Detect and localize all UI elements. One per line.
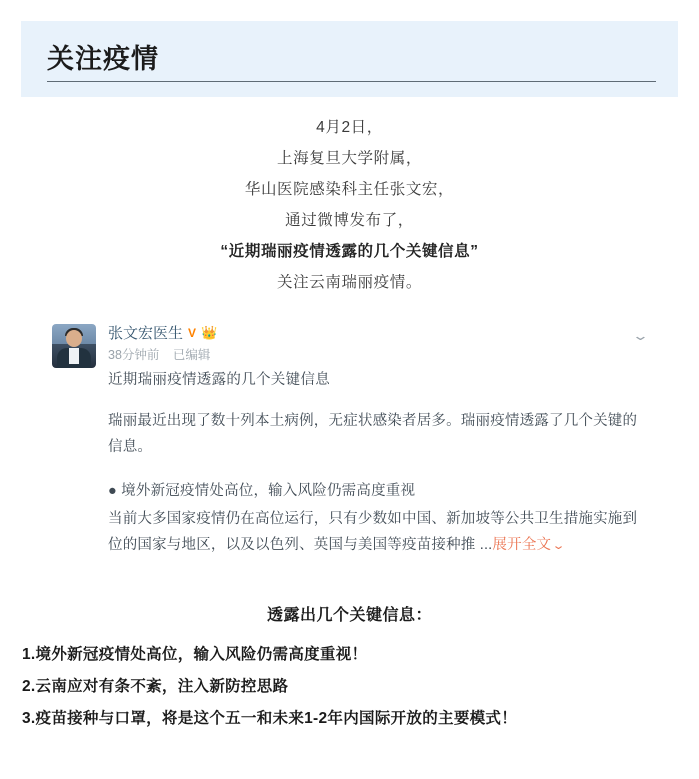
intro-line: 关注云南瑞丽疫情。 [277,274,422,291]
avatar-shirt-shape [69,348,79,364]
chevron-down-icon[interactable]: ⌄ [551,540,567,552]
key-points-section [0,602,699,735]
header-divider [47,81,656,82]
weibo-headline: 近期瑞丽疫情透露的几个关键信息 [108,372,330,388]
intro-line: 华山医院感染科主任张文宏， [244,181,455,198]
key-points-title: 透露出几个关键信息： [266,607,432,624]
crown-badge-icon: 👑 [201,325,218,340]
avatar[interactable] [52,324,96,368]
weibo-bullet-title: ● 境外新冠疫情处高位，输入风险仍需高度重视 [108,483,416,499]
weibo-edited-flag: 已编辑 [172,348,211,362]
intro-line-quote: “近期瑞丽疫情透露的几个关键信息” [220,243,479,260]
weibo-meta [108,345,210,363]
weibo-body [108,408,640,559]
weibo-user-name[interactable]: 张文宏医生 [108,325,184,342]
weibo-user-row[interactable] [108,322,217,343]
weibo-bullet-body [108,506,640,559]
key-point-item: 3.疫苗接种与口罩，将是这个五一和未来1-2年内国际开放的主要模式！ [22,710,518,727]
expand-full-text-link[interactable]: 展开全文 [492,537,552,553]
weibo-timestamp: 38分钟前 [108,348,160,362]
intro-line: 通过微博发布了， [285,212,414,229]
page-title: 关注疫情 [47,44,159,74]
weibo-post-card[interactable] [42,318,654,576]
intro-line: 4月2日， [316,119,383,136]
header-banner [21,21,678,97]
avatar-face-shape [66,330,82,347]
weibo-bullet-text: 当前大多国家疫情仍在高位运行，只有少数如中国、新加坡等公共卫生措施实施到位的国家与地区，以及以色列、英国与美国等疫苗接种推 ... [108,511,638,553]
weibo-paragraph: 瑞丽最近出现了数十列本土病例，无症状感染者居多。瑞丽疫情透露了几个关键的信息。 [108,413,638,455]
key-point-item: 2.云南应对有条不紊，注入新防控思路 [22,678,289,695]
key-point-item: 1.境外新冠疫情处高位，输入风险仍需高度重视！ [22,646,368,663]
intro-block [0,112,699,298]
intro-line: 上海复旦大学附属， [277,150,422,167]
card-chevron-down-icon[interactable]: ⌄ [631,328,650,343]
verified-badge-icon: V [188,325,197,340]
